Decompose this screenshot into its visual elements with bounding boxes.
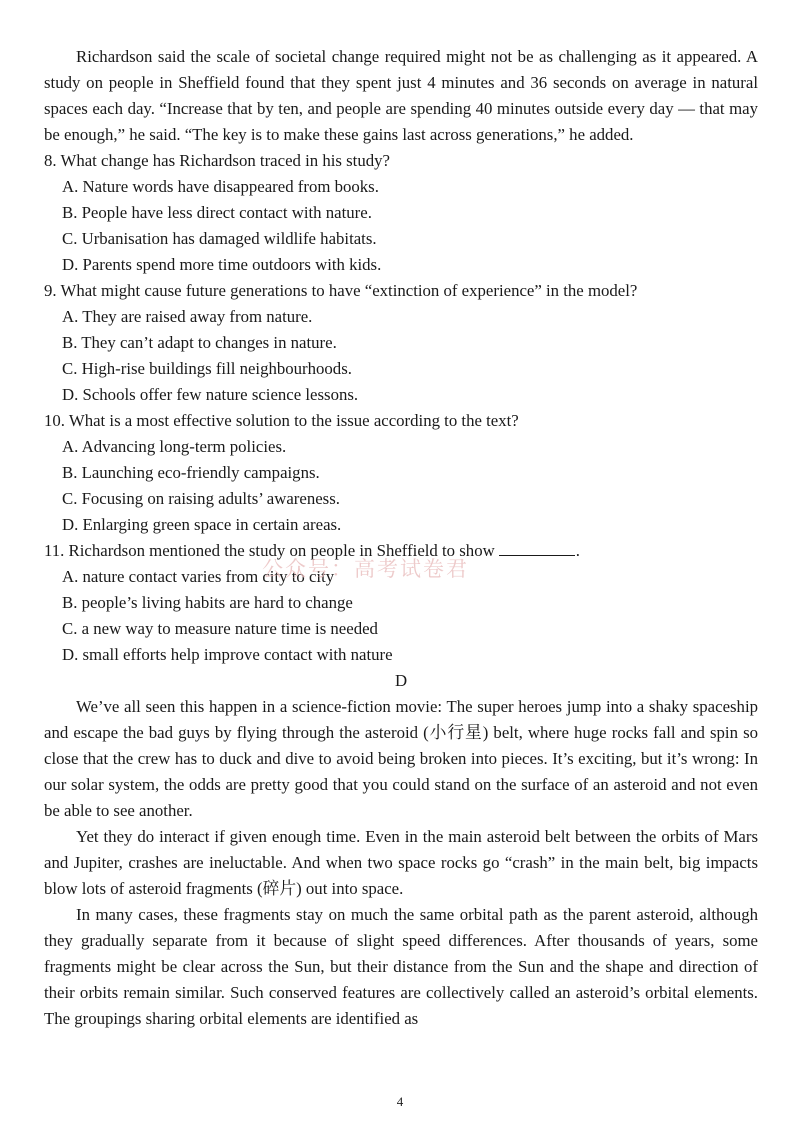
question-9	[44, 278, 758, 408]
question-8	[44, 148, 758, 278]
question-stem: 8. What change has Richardson traced in his study?	[44, 151, 390, 170]
question-10	[44, 408, 758, 538]
question-stem: 11. Richardson mentioned the study on people in Sheffield to show	[44, 541, 495, 560]
question-stem: 9. What might cause future generations to have “extinction of experience” in the model?	[44, 281, 638, 300]
option-c: C. Focusing on raising adults’ awareness.	[62, 489, 340, 508]
option-a: A. Advancing long-term policies.	[62, 437, 287, 456]
section-heading: D	[394, 671, 408, 690]
option-b: B. People have less direct contact with nature.	[62, 203, 372, 222]
option-d: D. small efforts help improve contact with nature	[62, 645, 393, 664]
answer-blank	[499, 554, 575, 556]
option-c: C. High-rise buildings fill neighbourhoods.	[62, 359, 352, 378]
option-a: A. Nature words have disappeared from books.	[62, 177, 379, 196]
question-stem-end: .	[575, 541, 580, 560]
document-page	[44, 44, 758, 1032]
option-d: D. Schools offer few nature science lessons.	[62, 385, 359, 404]
question-stem: 10. What is a most effective solution to the issue according to the text?	[44, 411, 519, 430]
option-b: B. people’s living habits are hard to change	[62, 593, 353, 612]
option-a: A. They are raised away from nature.	[62, 307, 313, 326]
option-c: C. a new way to measure nature time is needed	[62, 619, 378, 638]
page-number: 4	[396, 1094, 404, 1109]
option-d: D. Parents spend more time outdoors with kids.	[62, 255, 382, 274]
option-b: B. They can’t adapt to changes in nature.	[62, 333, 337, 352]
paragraph: Richardson said the scale of societal change required might not be as challenging as it appeared. A study on people in Sheffield found that they spent just 4 minutes and 36 seconds on average in natural spaces each day. “Increase that by ten, and people are spending 40 minutes outside every day — that may be enough,” he said. “The key is to make these gains last across generations,” he added.	[44, 47, 758, 144]
paragraph: Yet they do interact if given enough time. Even in the main asteroid belt between the orbits of Mars and Jupiter, crashes are ineluctable. And when two space rocks go “crash” in the main belt, big impacts blow lots of asteroid fragments (碎片) out into space.	[44, 827, 758, 898]
option-a: A. nature contact varies from city to city	[62, 567, 335, 586]
paragraph: We’ve all seen this happen in a science-fiction movie: The super heroes jump into a shaky spaceship and escape the bad guys by flying through the asteroid (小行星) belt, where huge rocks fall and spin so close that the crew has to duck and dive to avoid being broken into pieces. It’s exciting, but it’s wrong: In our solar system, the odds are pretty good that you could stand on the surface of an asteroid and not even be able to see another.	[44, 697, 758, 820]
option-b: B. Launching eco-friendly campaigns.	[62, 463, 320, 482]
option-d: D. Enlarging green space in certain areas.	[62, 515, 342, 534]
option-c: C. Urbanisation has damaged wildlife habitats.	[62, 229, 377, 248]
watermark-text: 公众号：高考试卷君	[262, 557, 469, 581]
paragraph: In many cases, these fragments stay on much the same orbital path as the parent asteroid, although they gradually separate from it because of slight speed differences. After thousands of years, some fragments might be clear across the Sun, but their distance from the Sun and the shape and direction of their orbits remain similar. Such conserved features are collectively called an asteroid’s orbital elements. The groupings sharing orbital elements are identified as	[44, 905, 758, 1028]
